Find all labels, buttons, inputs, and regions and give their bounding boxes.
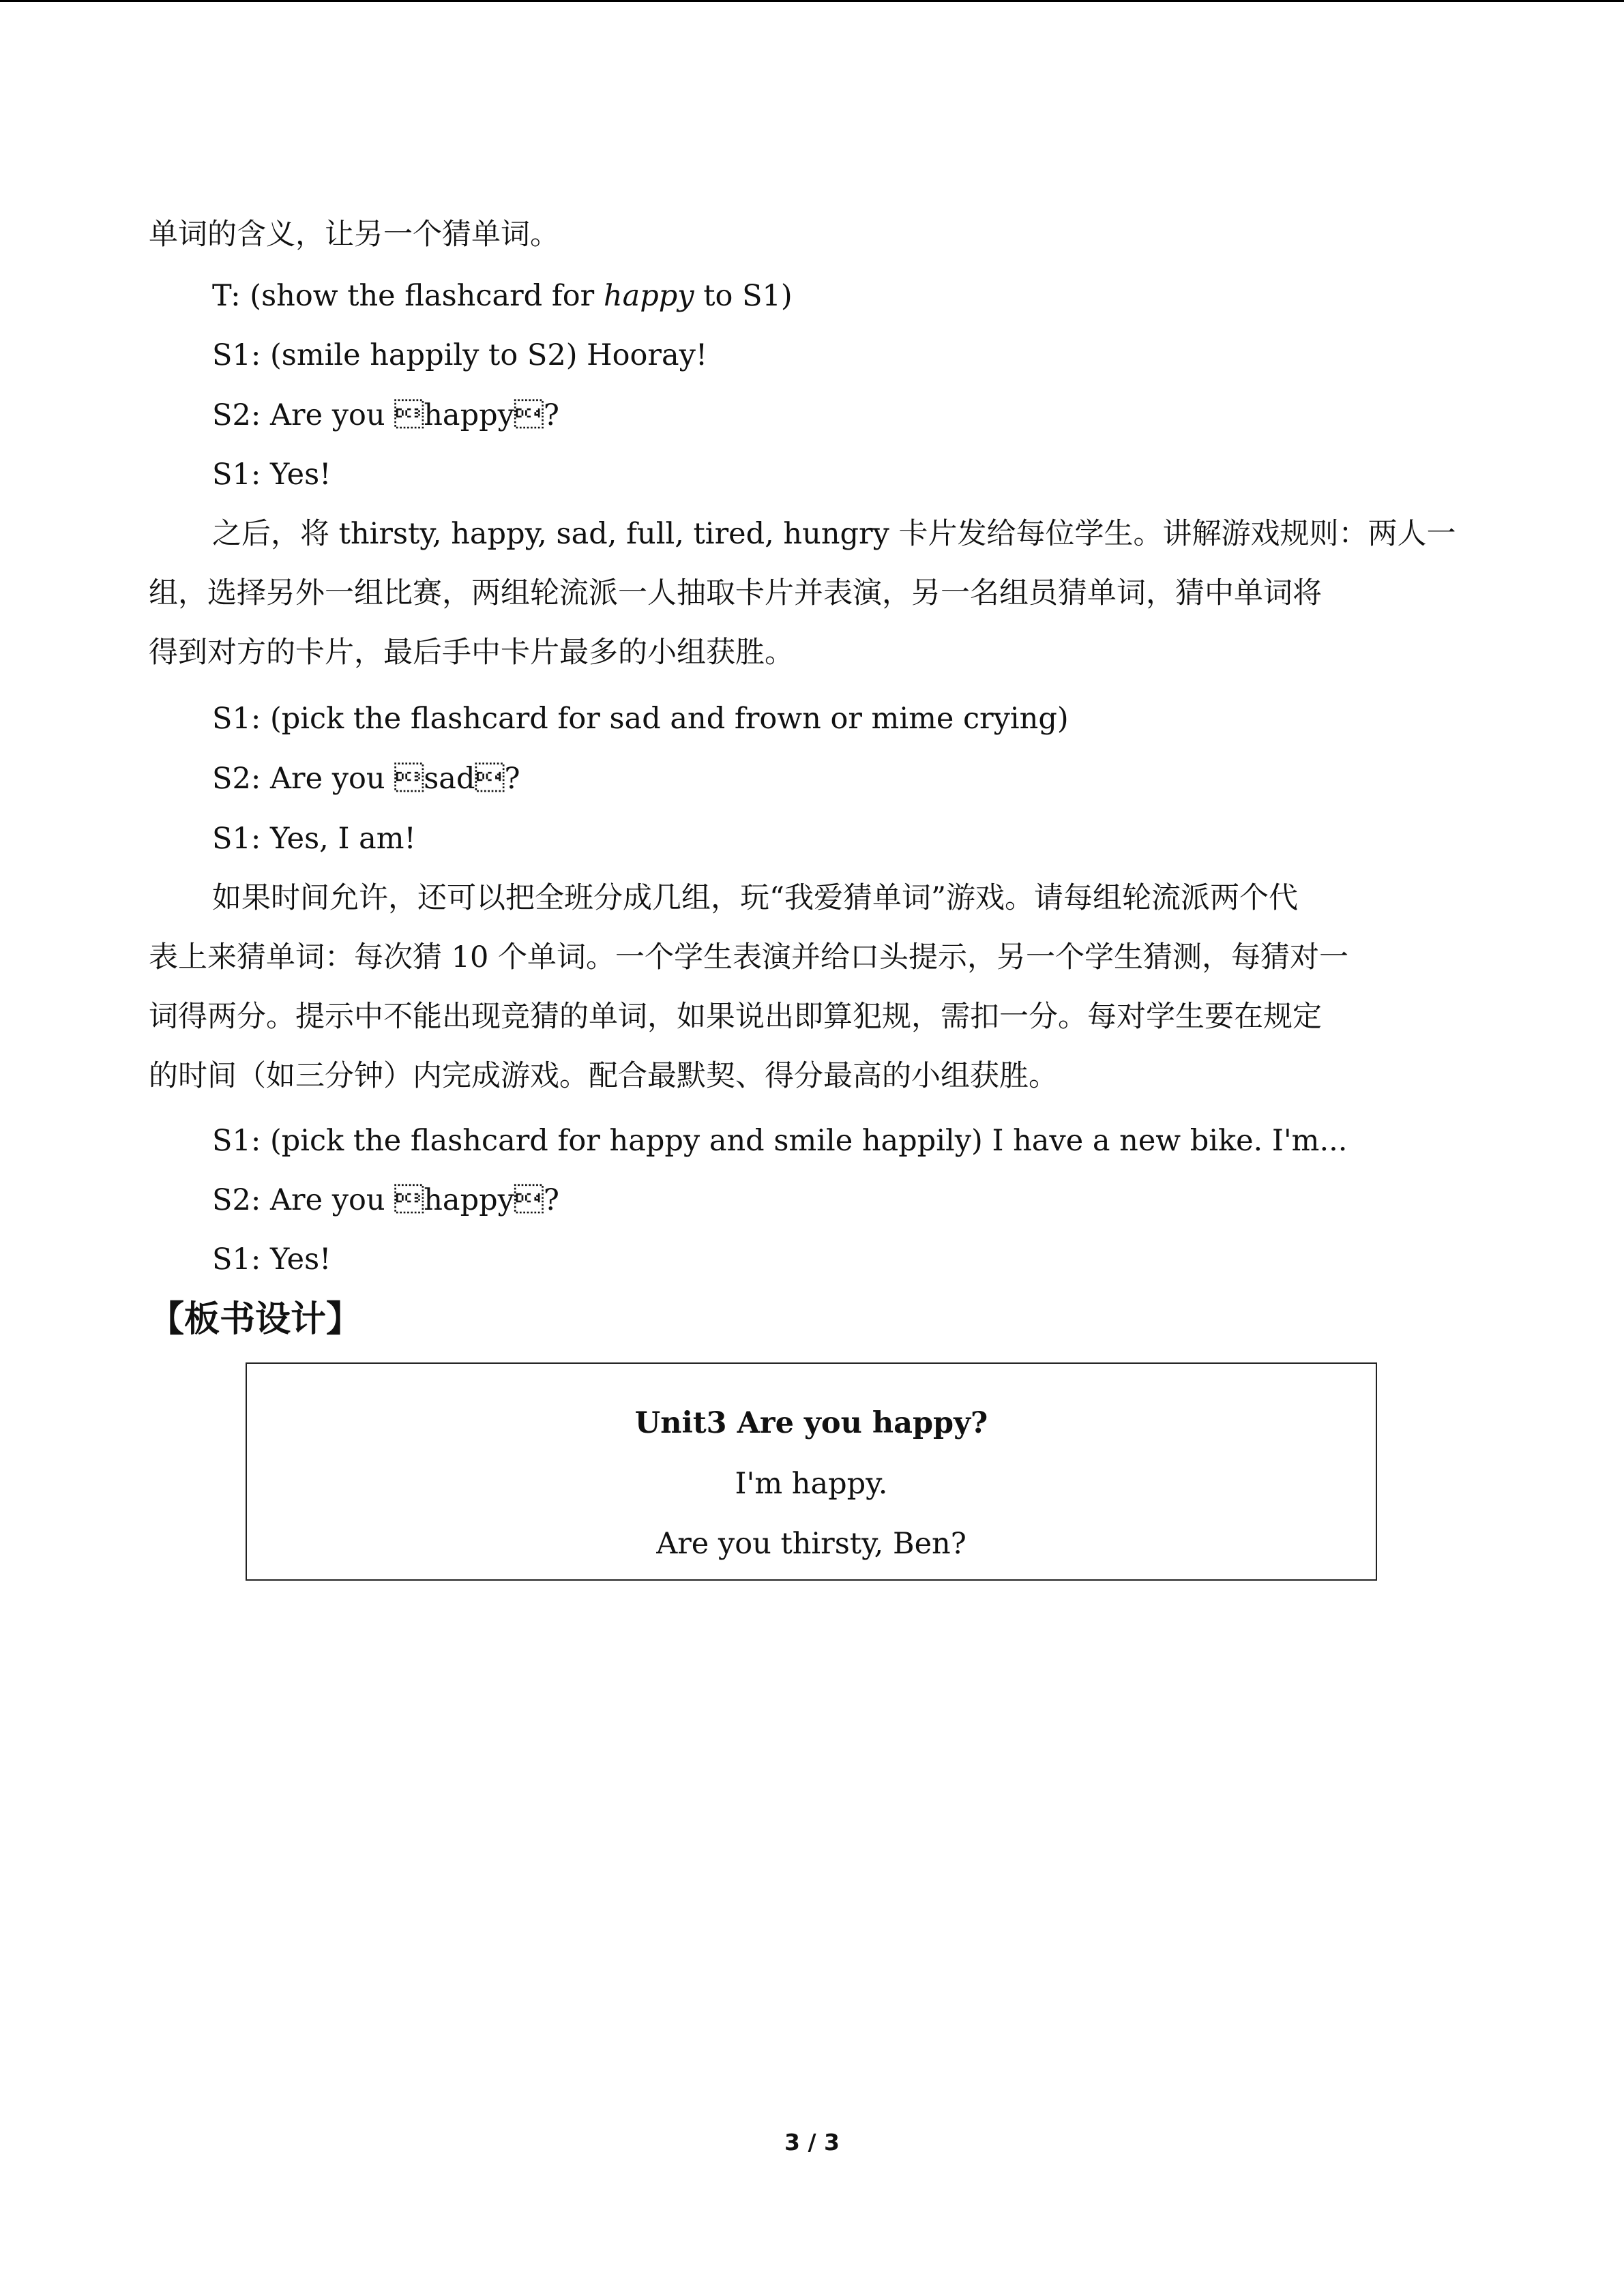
dialogue-line: S1: (pick the flashcard for happy and smile happily) I have a new bike. I'm... — [212, 1124, 1348, 1158]
section-heading: 【板书设计】 — [149, 1299, 362, 1340]
dialogue-italic-word: happy — [603, 279, 694, 313]
dialogue-line: S1: (pick the flashcard for sad and frown or mime crying) — [212, 702, 1069, 736]
page-number: 3 / 3 — [784, 2129, 840, 2156]
paragraph-line: 的时间（如三分钟）内完成游戏。配合最默契、得分最高的小组获胜。 — [149, 1059, 1058, 1093]
board-title: Unit3 Are you happy? — [634, 1406, 988, 1440]
paragraph-line: 表上来猜单词：每次猜 10 个单词。一个学生表演并给口头提示，另一个学生猜测，每猜对一 — [149, 940, 1349, 974]
dialogue-line — [212, 275, 1486, 316]
dialogue-line: S1: Yes! — [212, 1242, 331, 1277]
dialogue-line: S1: Yes! — [212, 458, 331, 492]
board-line: Are you thirsty, Ben? — [656, 1527, 966, 1561]
dialogue-line: S1: (smile happily to S2) Hooray! — [212, 338, 708, 372]
paragraph-line: 词得两分。提示中不能出现竞猜的单词，如果说出即算犯规，需扣一分。每对学生要在规定 — [149, 1000, 1322, 1034]
paragraph-line: 单词的含义，让另一个猜单词。 — [149, 218, 559, 252]
paragraph-line: 组，选择另外一组比赛，两组轮流派一人抽取卡片并表演，另一名组员猜单词，猜中单词将 — [149, 576, 1322, 610]
paragraph-line: 如果时间允许，还可以把全班分成几组，玩“我爱猜单词”游戏。请每组轮流派两个代 — [212, 881, 1298, 915]
paragraph-line: 之后，将 thirsty, happy, sad, full, tired, hungry 卡片发给每位学生。讲解游戏规则：两人一 — [212, 517, 1456, 551]
dialogue-line: S2: Are you sad? — [212, 762, 520, 796]
dialogue-line: S2: Are you happy? — [212, 1183, 559, 1217]
paragraph-line: 得到对方的卡片，最后手中卡片最多的小组获胜。 — [149, 636, 794, 670]
dialogue-text: T: (show the flashcard for — [212, 279, 604, 313]
board-line: I'm happy. — [735, 1467, 888, 1501]
dialogue-line: S2: Are you happy? — [212, 398, 559, 432]
dialogue-line: S1: Yes, I am! — [212, 822, 416, 856]
blackboard-design-box — [246, 1362, 1377, 1581]
dialogue-text: to S1) — [694, 279, 793, 313]
